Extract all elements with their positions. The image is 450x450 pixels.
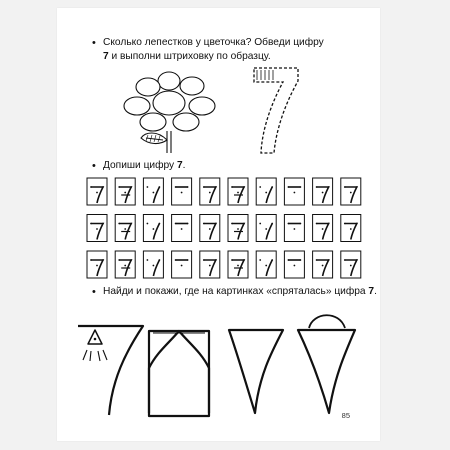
hidden-seven-pictures bbox=[57, 8, 380, 441]
task-hidden-digit-suffix: . bbox=[374, 286, 377, 297]
picture-warning-sign bbox=[78, 326, 143, 415]
task-petals-digit: 7 bbox=[103, 50, 109, 62]
task-finish-digit-prefix: Допиши цифру bbox=[103, 160, 177, 171]
picture-ice-cream-cone bbox=[298, 315, 355, 413]
task-hidden-digit-digit: 7 bbox=[368, 286, 375, 297]
task-bullet: • bbox=[92, 37, 96, 49]
task-hidden-digit-prefix: Найди и покажи, где на картинках «спряталась» цифра bbox=[103, 286, 369, 297]
page-number: 85 bbox=[341, 411, 350, 420]
task-petals-line2-rest: и выполни штриховку по образцу. bbox=[108, 50, 271, 62]
task-petals-line1: Сколько лепестков у цветочка? Обведи цифру bbox=[103, 37, 324, 48]
picture-arch bbox=[149, 331, 209, 416]
task-finish-digit-suffix: . bbox=[182, 160, 186, 171]
task-bullet: • bbox=[92, 286, 96, 298]
picture-goblet bbox=[229, 330, 283, 413]
task-finish-digit-digit: 7 bbox=[176, 160, 183, 171]
workbook-page bbox=[57, 8, 380, 441]
task-bullet: • bbox=[92, 160, 96, 172]
